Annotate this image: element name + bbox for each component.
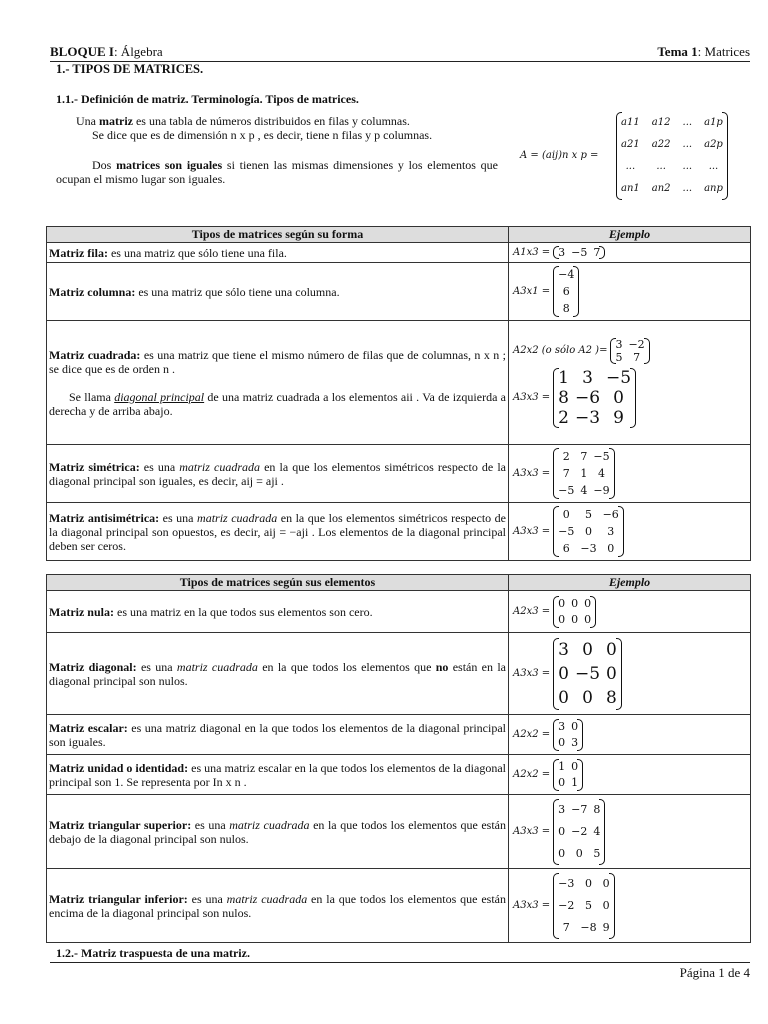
example-matrix	[553, 799, 605, 865]
example-matriz-triangular-inferior: A3x3 = −3 0 0 −2 5 0 7 −8 9	[509, 869, 751, 943]
example-matriz-columna: A3x1 = −4 6 8	[509, 263, 751, 321]
example-matrix	[553, 246, 605, 259]
matrix-cell: 0	[584, 596, 592, 610]
matrix-cell: 3	[615, 337, 623, 351]
matrix-cell: 8	[558, 387, 569, 408]
matrix-cell: 7	[593, 246, 601, 259]
desc-matriz-cuadrada: Matriz cuadrada: es una matriz que tiene el mismo número de filas que de columnas, n x n ; se dice que es de orden n . Se llama diagonal principal de una matriz cuadrada a los elementos aii . Va de izquierda a derecha y de arriba abajo.	[47, 321, 509, 445]
matrix-cell: 0	[558, 687, 569, 708]
matrix-definition-cell: anp	[704, 183, 723, 194]
matrix-definition-cell: an2	[651, 183, 671, 194]
matrix-definition-cell: a22	[651, 139, 671, 150]
matrix-cell: 0	[584, 525, 592, 538]
matrix-definition-cell: ...	[682, 183, 693, 194]
matrix-cell: −6	[574, 387, 601, 408]
example-matrix	[553, 506, 624, 557]
matrix-cell: 7	[580, 450, 588, 463]
matrix-cell: 0	[582, 687, 593, 708]
matrix-cell: 4	[597, 467, 605, 480]
example-matriz-antisimetrica: A3x3 = 0 5 −6 −5 0 3 6 −3 0	[509, 503, 751, 561]
matrix-cell: 7	[562, 920, 570, 934]
desc-matriz-escalar: Matriz escalar: es una matriz diagonal en la que todos los elementos de la diagonal principal son iguales.	[47, 715, 509, 755]
matrix-definition-cell: ...	[708, 161, 719, 172]
matrix-cell: 0	[558, 846, 566, 860]
matrix-cell: 0	[562, 508, 570, 521]
row-matriz-diagonal	[47, 633, 751, 715]
row-matriz-unidad	[47, 755, 751, 795]
matrix-definition-cell: ...	[625, 161, 636, 172]
matrix-cell: 6	[562, 285, 570, 298]
matrix-cell: −4	[558, 268, 575, 281]
matrix-cell: −9	[593, 484, 610, 497]
matrix-cell: −5	[606, 367, 632, 388]
matrix-cell: −8	[580, 920, 597, 934]
example-matriz-diagonal: A3x3 = 3 0 0 0 −5 0 0 0 8	[509, 633, 751, 715]
matrix-cell: 6	[562, 542, 570, 555]
matrix-cell: 3	[558, 802, 566, 816]
matrix-cell: 3	[571, 735, 579, 749]
row-matriz-nula	[47, 591, 751, 633]
matrix-definition	[520, 112, 750, 206]
matrix-cell: 0	[571, 719, 579, 733]
matrix-cell: 0	[607, 542, 615, 555]
table-elementos	[46, 574, 751, 943]
matrix-cell: 1	[558, 759, 566, 773]
matrix-cell: 7	[633, 350, 641, 364]
matrix-cell: −2	[558, 898, 575, 912]
intro-p1: Una matriz es una tabla de números distribuidos en filas y columnas.	[76, 114, 410, 128]
desc-matriz-simetrica: Matriz simétrica: es una matriz cuadrada en la que los elementos simétricos respecto de la diagonal principal son iguales, es decir, aij = aji .	[47, 445, 509, 503]
row-matriz-triangular-inferior	[47, 869, 751, 943]
matrix-cell: 1	[558, 367, 569, 388]
desc-matriz-unidad: Matriz unidad o identidad: es una matriz escalar en la que todos los elementos de la diagonal principal son 1. Se representa por In x n .	[47, 755, 509, 795]
matrix-cell: 0	[613, 387, 624, 408]
example-matriz-simetrica: A3x3 = 2 7 −5 7 1 4 −5 4 −9	[509, 445, 751, 503]
matrix-cell: 0	[571, 759, 579, 773]
matrix-definition-cell: a12	[651, 117, 671, 128]
matrix-cell: 0	[606, 663, 617, 684]
matrix-cell: 3	[582, 367, 593, 388]
row-matriz-antisimetrica	[47, 503, 751, 561]
example-matrix	[553, 719, 583, 751]
row-matriz-columna	[47, 263, 751, 321]
desc-matriz-triangular-superior: Matriz triangular superior: es una matriz cuadrada en la que todos los elementos que están debajo de la diagonal principal son nulos.	[47, 795, 509, 869]
table-forma-header: Tipos de matrices según su forma	[47, 227, 509, 243]
matrix-definition-grid	[616, 112, 728, 200]
matrix-cell: 5	[584, 898, 592, 912]
matrix-cell: 0	[558, 663, 569, 684]
example-matrix	[553, 448, 614, 499]
row-matriz-cuadrada	[47, 321, 751, 445]
page-footer: Página 1 de 4	[50, 962, 750, 981]
matrix-cell: 0	[571, 596, 579, 610]
table-elementos-ejemplo-header: Ejemplo	[509, 575, 751, 591]
matrix-cell: 3	[607, 525, 615, 538]
row-matriz-simetrica	[47, 445, 751, 503]
matrix-cell: 9	[602, 920, 610, 934]
section-title-1: 1.- TIPOS DE MATRICES.	[56, 62, 204, 76]
matrix-cell: 0	[571, 612, 579, 626]
desc-matriz-fila: Matriz fila: es una matriz que sólo tiene una fila.	[47, 243, 509, 263]
example-matriz-nula: A2x3 = 0 0 0 0 0 0	[509, 591, 751, 633]
example-matrix	[553, 596, 596, 628]
matrix-definition-cell: ...	[682, 117, 693, 128]
example-matriz-escalar: A2x2 = 3 0 0 3	[509, 715, 751, 755]
matrix-cell: 8	[606, 687, 617, 708]
matrix-cell: 3	[558, 639, 569, 660]
matrix-cell: 0	[606, 639, 617, 660]
example-matrix	[553, 638, 622, 710]
matrix-definition-cell: ...	[656, 161, 666, 172]
matrix-cell: 8	[593, 802, 601, 816]
matrix-cell: −6	[602, 508, 619, 521]
matrix-definition-cell: a1p	[704, 117, 723, 128]
matrix-cell: 2	[558, 407, 569, 428]
section-title-1-2: 1.2.- Matriz traspuesta de una matriz.	[56, 946, 250, 960]
matrix-cell: 0	[602, 876, 610, 890]
matrix-cell: 1	[580, 467, 588, 480]
table-forma-ejemplo-header: Ejemplo	[509, 227, 751, 243]
matrix-cell: −2	[571, 824, 588, 838]
table-elementos-header: Tipos de matrices según sus elementos	[47, 575, 509, 591]
matrix-cell: 2	[562, 450, 570, 463]
intro-p3: Dos matrices son iguales si tienen las mismas dimensiones y los elementos que ocupan el mismo lugar son iguales.	[56, 158, 498, 186]
matrix-cell: 5	[593, 846, 601, 860]
matrix-cell: −5	[593, 450, 610, 463]
matrix-cell: −7	[571, 802, 588, 816]
matrix-cell: 7	[562, 467, 570, 480]
desc-matriz-diagonal: Matriz diagonal: es una matriz cuadrada en la que todos los elementos que no están en la diagonal principal son nulos.	[47, 633, 509, 715]
row-matriz-escalar	[47, 715, 751, 755]
matrix-definition-lhs: A = (aij)n x p =	[520, 150, 599, 161]
matrix-cell: 0	[584, 612, 592, 626]
matrix-cell: 0	[558, 775, 566, 789]
matrix-definition-cell: ...	[682, 161, 693, 172]
matrix-cell: 0	[558, 596, 566, 610]
page-header	[50, 44, 750, 62]
row-matriz-fila	[47, 243, 751, 263]
matrix-cell: 3	[558, 719, 566, 733]
example-matrix	[553, 873, 614, 939]
matrix-cell: 0	[602, 898, 610, 912]
intro-text	[56, 114, 498, 186]
example-matrix	[553, 266, 579, 317]
section-title-1-1: 1.1.- Definición de matriz. Terminología. Tipos de matrices.	[56, 92, 359, 106]
header-right: Tema 1: Matrices	[657, 44, 750, 59]
example-matrix	[610, 338, 649, 364]
matrix-cell: −3	[574, 407, 601, 428]
example-matriz-fila: A1x3 = 3 −5 7	[509, 243, 751, 263]
example-matriz-cuadrada: A2x2 (o sólo A2 )= 3 −2 5 7 A3x3 = 1 3 −5 8 −6 0 2 −3 9	[509, 321, 751, 445]
matrix-cell: 0	[582, 639, 593, 660]
matrix-cell: 4	[580, 484, 588, 497]
matrix-cell: 0	[558, 824, 566, 838]
desc-matriz-nula: Matriz nula: es una matriz en la que todos sus elementos son cero.	[47, 591, 509, 633]
matrix-cell: 0	[558, 735, 566, 749]
matrix-cell: −5	[571, 246, 588, 259]
matrix-cell: 9	[613, 407, 624, 428]
intro-p2: Se dice que es de dimensión n x p , es decir, tiene n filas y p columnas.	[92, 128, 433, 142]
example-matrix	[553, 759, 583, 791]
matrix-cell: 5	[615, 350, 623, 364]
matrix-cell: −3	[580, 542, 597, 555]
row-matriz-triangular-superior	[47, 795, 751, 869]
matrix-cell: −5	[558, 484, 575, 497]
matrix-definition-cell: an1	[621, 183, 640, 194]
matrix-cell: 3	[558, 246, 566, 259]
matrix-cell: 0	[584, 876, 592, 890]
matrix-cell: −5	[574, 663, 601, 684]
example-matriz-triangular-superior: A3x3 = 3 −7 8 0 −2 4 0 0 5	[509, 795, 751, 869]
matrix-cell: −2	[628, 337, 645, 351]
desc-matriz-antisimetrica: Matriz antisimétrica: es una matriz cuadrada en la que los elementos simétricos respecto de la diagonal principal son opuestos, es decir, aij = −aji . Los elementos de la diagonal principal deben ser ceros.	[47, 503, 509, 561]
header-left: BLOQUE I: Álgebra	[50, 44, 163, 59]
matrix-definition-cell: ...	[682, 139, 693, 150]
matrix-cell: 0	[575, 846, 583, 860]
desc-matriz-columna: Matriz columna: es una matriz que sólo tiene una columna.	[47, 263, 509, 321]
matrix-definition-cell: a11	[621, 117, 640, 128]
desc-matriz-triangular-inferior: Matriz triangular inferior: es una matriz cuadrada en la que todos los elementos que están encima de la diagonal principal son nulos.	[47, 869, 509, 943]
example-matriz-unidad: A2x2 = 1 0 0 1	[509, 755, 751, 795]
example-matrix	[553, 368, 636, 428]
matrix-definition-cell: a2p	[704, 139, 723, 150]
table-forma	[46, 226, 751, 561]
matrix-definition-cell: a21	[621, 139, 640, 150]
matrix-cell: 1	[571, 775, 579, 789]
matrix-cell: 5	[584, 508, 592, 521]
matrix-cell: −3	[558, 876, 575, 890]
matrix-cell: 0	[558, 612, 566, 626]
matrix-cell: 4	[593, 824, 601, 838]
matrix-cell: 8	[562, 302, 570, 315]
matrix-cell: −5	[558, 525, 575, 538]
